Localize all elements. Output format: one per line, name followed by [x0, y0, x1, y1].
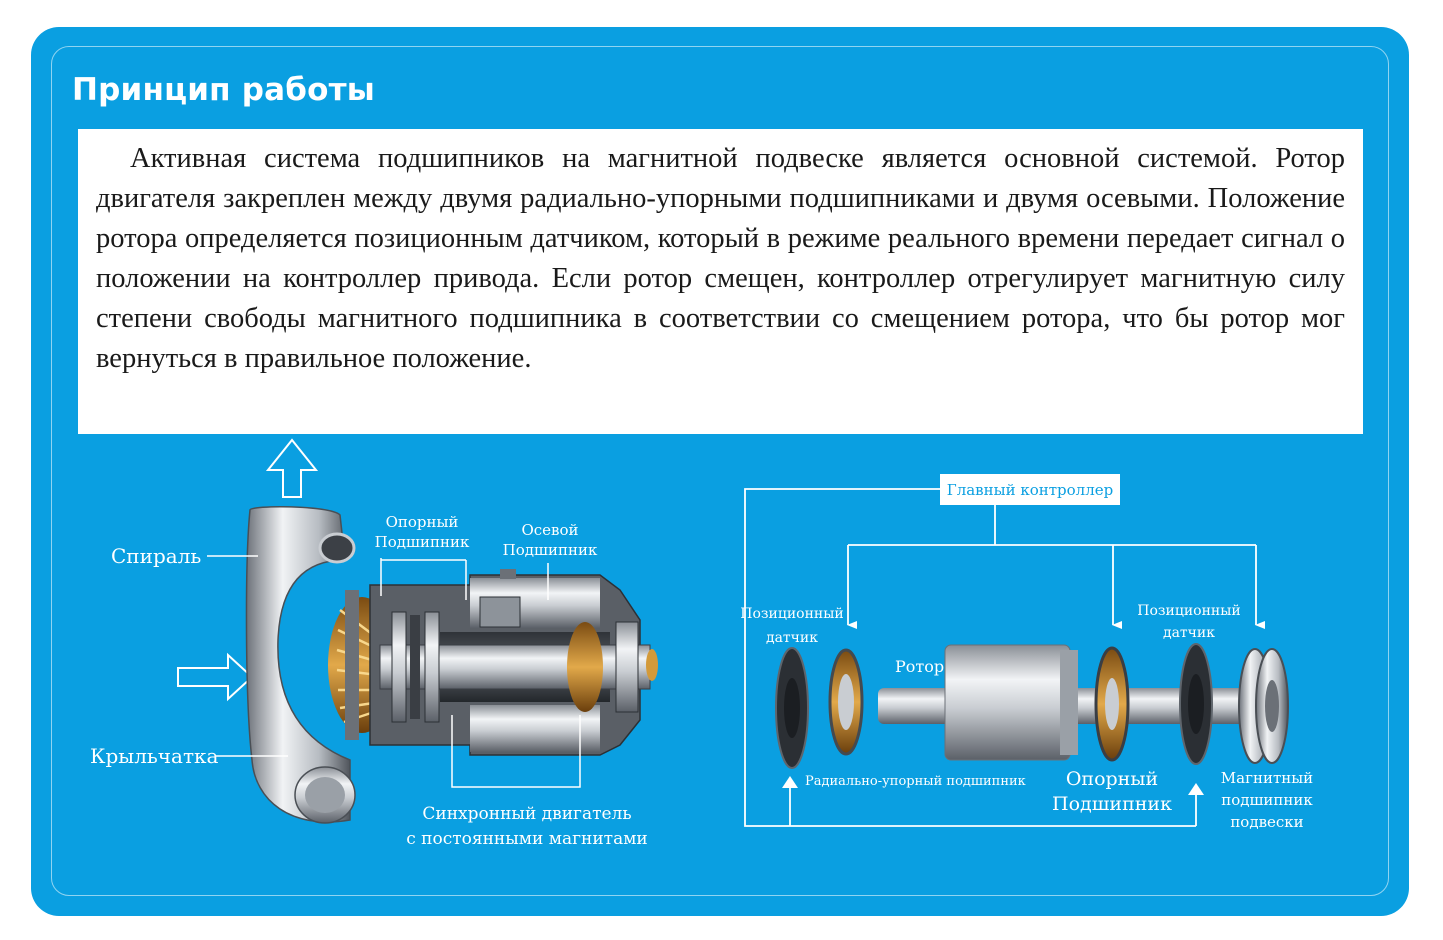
inlet-arrow-icon — [178, 655, 252, 699]
label-motor-line2: с постоянными магнитами — [406, 828, 648, 849]
label-axial-bearing-line1: Осевой — [521, 521, 579, 539]
compressor-illustration — [178, 440, 658, 823]
label-impeller: Крыльчатка — [90, 744, 219, 768]
label-position-sensor-left — [738, 603, 846, 651]
label-pos-sensor-right-line1: Позиционный — [1137, 603, 1241, 619]
label-axial-bearing — [500, 520, 600, 561]
label-support-bearing-right — [1050, 767, 1174, 816]
label-rotor: Ротор — [895, 657, 945, 676]
feedback-arrow-right-icon — [1188, 783, 1204, 795]
label-pos-sensor-right-line2: датчик — [1162, 624, 1216, 641]
rotor-assembly — [776, 644, 1288, 768]
label-maglev-line1: Магнитный — [1220, 769, 1314, 787]
label-pos-sensor-left-line1: Позиционный — [740, 606, 844, 622]
label-maglev-line3: подвески — [1230, 812, 1304, 831]
label-position-sensor-right — [1128, 601, 1250, 644]
label-spiral: Спираль — [111, 544, 202, 568]
label-axial-bearing-line2: Подшипник — [502, 541, 598, 560]
label-support-bearing-right-line1: Опорный — [1065, 768, 1159, 790]
outlet-arrow-icon — [268, 440, 316, 497]
description-text: Активная система подшипников на магнитной подвеске является основной системой. Ротор двигателя закреплен между двумя радиально-упорными подшипниками и двумя осевыми. Положение ротора определяется позиционным датчиком, который в режиме реального времени передает сигнал о положении на контроллер привода. Если ротор смещен, контроллер отрегулирует магнитную силу степени свободы магнитного подшипника в соответствии со смещением ротора, что бы ротор мог вернуться в правильное положение. — [96, 143, 1345, 374]
label-main-controller: Главный контроллер — [946, 481, 1114, 499]
label-radial-thrust-bearing: Радиально-упорный подшипник — [805, 774, 1026, 789]
section-title: Принцип работы — [72, 72, 376, 108]
label-motor-line1: Синхронный двигатель — [422, 804, 632, 824]
label-maglev-bearing — [1210, 768, 1324, 833]
label-support-bearing — [372, 512, 472, 553]
label-support-bearing-line1: Опорный — [385, 513, 459, 531]
label-support-bearing-line2: Подшипник — [374, 533, 470, 552]
label-pos-sensor-left-line2: датчик — [765, 629, 819, 646]
label-maglev-line2: подшипник — [1221, 790, 1313, 809]
label-synchronous-motor — [398, 802, 656, 851]
feedback-arrow-left-icon — [782, 776, 798, 788]
label-support-bearing-right-line2: Подшипник — [1052, 792, 1172, 815]
